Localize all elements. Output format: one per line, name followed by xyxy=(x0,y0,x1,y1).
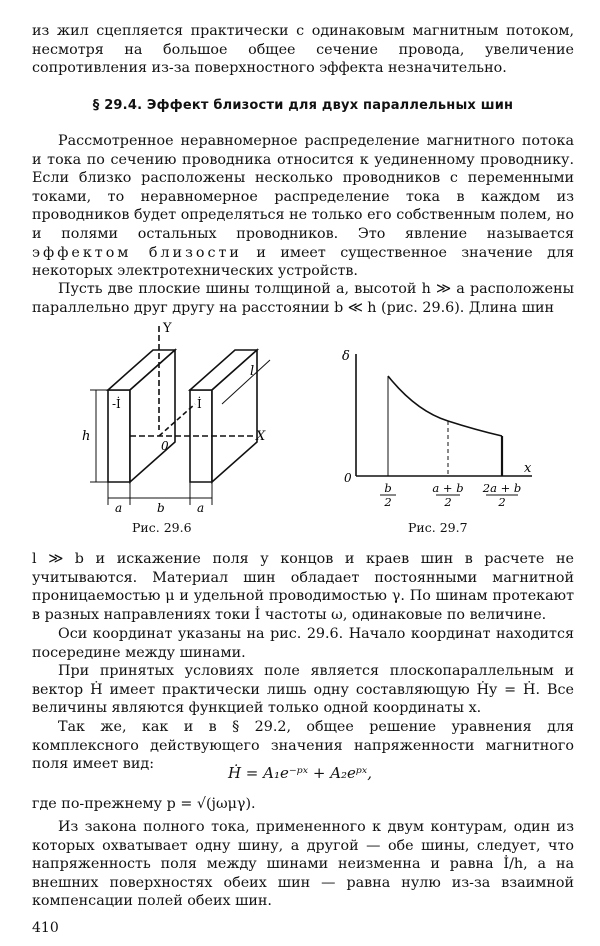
paragraph-8-text: Из закона полного тока, примененного к двум контурам, один из которых охватывает одну шину, а другой — обе шины, следует, что напряженность поля между шинами неизменна и равна İ/h, а на внешних поверхностях обеих шин — равна нулю из-за взаимной компенсации полей обеих шин. xyxy=(32,819,574,910)
fig2-tick-3-num: 2a + b xyxy=(482,481,522,495)
fig2-label-x: x xyxy=(524,461,532,476)
paragraph-5-text: При принятых условиях поле является плоскопараллельным и вектор Ḣ имеет практически лишь одну составляющую Ḣy = Ḣ. Все величины являются функцией только одной координаты x. xyxy=(32,663,574,717)
paragraph-top xyxy=(32,22,574,78)
figure-29-7-caption: Рис. 29.7 xyxy=(408,520,468,535)
fig2-tick-2-den: 2 xyxy=(444,495,452,509)
figure-29-7 xyxy=(336,346,546,516)
formula: Ḣ = A₁e⁻ᵖˣ + A₂eᵖˣ, xyxy=(227,764,373,782)
paragraph-1 xyxy=(32,132,574,281)
paragraph-7 xyxy=(32,795,574,814)
fig1-label-a-left: a xyxy=(115,501,123,515)
fig1-label-a-right: a xyxy=(197,501,205,515)
paragraph-5 xyxy=(32,662,574,718)
fig2-tick-3-den: 2 xyxy=(498,495,506,509)
fig2-tick-1-num: b xyxy=(384,481,392,495)
figure-29-6 xyxy=(60,320,290,520)
paragraph-3 xyxy=(32,550,574,624)
fig1-label-x: X xyxy=(256,429,266,444)
paragraph-4-text: Оси координат указаны на рис. 29.6. Начало координат находится посередине между шинами. xyxy=(32,626,574,661)
fig1-label-current-right: İ xyxy=(197,397,202,411)
fig2-label-origin: 0 xyxy=(344,471,352,485)
fig1-label-origin: 0 xyxy=(161,439,169,453)
fig1-label-y: Y xyxy=(163,321,172,336)
fig1-label-b: b xyxy=(157,501,165,515)
paragraph-4 xyxy=(32,625,574,662)
paragraph-1-text xyxy=(32,132,574,281)
fig2-tick-2-num: a + b xyxy=(432,481,464,495)
paragraph-1-part-b: и имеет существенное значение для некоторых электротехнических устройств. xyxy=(32,244,574,280)
paragraph-1-part-a: Рассмотренное неравномерное распределение магнитного потока и тока по сечению проводника относится к уединенному проводнику. Если близко расположены несколько проводников с переменными токами, то неравномерное распределение тока в каждом из проводников будет определяться не только его собственным полем, но и полями остальных проводников. Это явление называется xyxy=(32,133,574,242)
paragraph-7-text: где по-прежнему p = √(jωμγ). xyxy=(32,796,256,812)
page-number: 410 xyxy=(32,920,59,936)
section-heading: § 29.4. Эффект близости для двух параллельных шин xyxy=(92,98,514,113)
paragraph-2 xyxy=(32,280,574,317)
figure-29-6-caption: Рис. 29.6 xyxy=(132,520,192,535)
paragraph-1-spaced-term: эффектом близости xyxy=(32,244,242,261)
fig2-label-delta: δ xyxy=(342,349,350,364)
paragraph-2-text: Пусть две плоские шины толщиной a, высотой h ≫ a расположены параллельно друг другу на расстоянии b ≪ h (рис. 29.6). Длина шин xyxy=(32,281,574,316)
paragraph-6-text: Так же, как и в § 29.2, общее решение уравнения для комплексного действующего значения напряженности магнитного поля имеет вид: xyxy=(32,719,574,773)
paragraph-3-text: l ≫ b и искажение поля у концов и краев шин в расчете не учитываются. Материал шин обладает постоянными магнитной проницаемостью μ и удельной проводимостью γ. По шинам протекают в разных направлениях токи İ частоты ω, одинаковые по величине. xyxy=(32,551,574,623)
fig2-tick-1-den: 2 xyxy=(384,495,392,509)
paragraph-top-text: из жил сцепляется практически с одинаковым магнитным потоком, несмотря на большое общее сечение провода, увеличение сопротивления из-за поверхностного эффекта незначительно. xyxy=(32,23,574,77)
delta-curve xyxy=(388,376,502,436)
fig1-label-l: l xyxy=(250,364,255,379)
paragraph-8 xyxy=(32,818,574,911)
fig1-label-current-left: -İ xyxy=(112,397,121,411)
fig1-label-h: h xyxy=(82,429,91,444)
